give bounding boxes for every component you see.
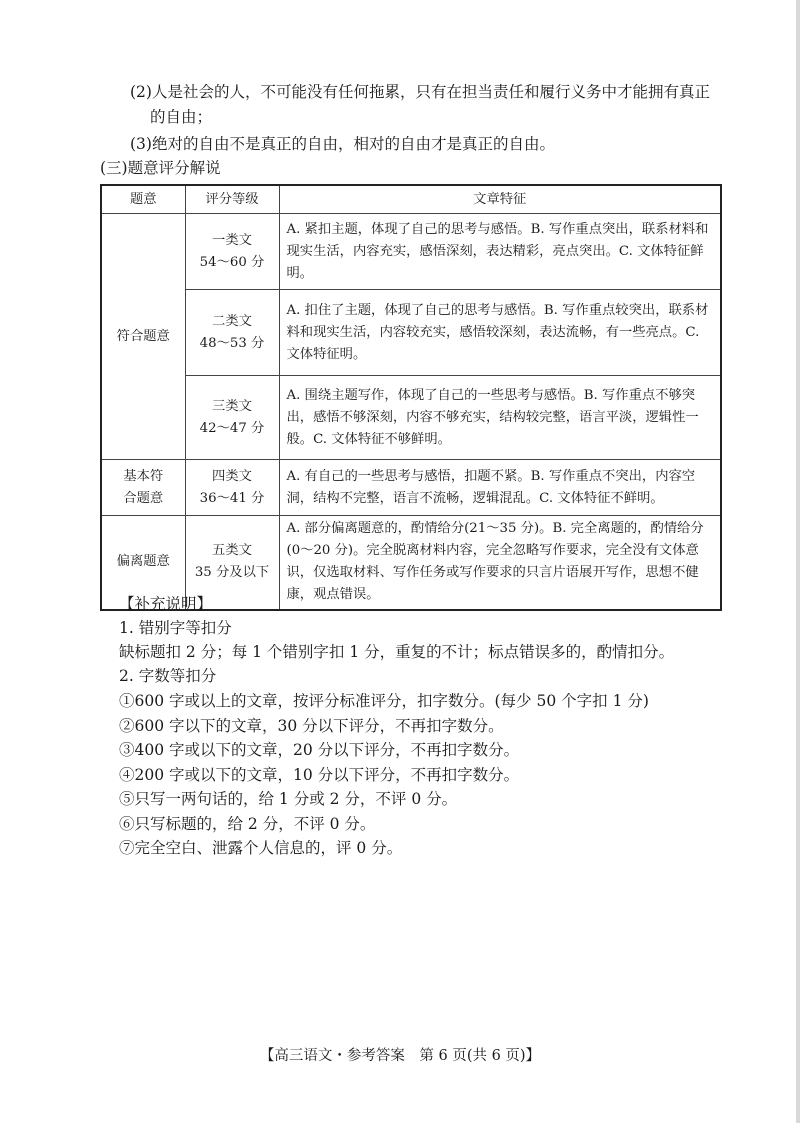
grade-label: 一类文 [212, 232, 252, 248]
grade-score: 42～47 分 [199, 420, 265, 436]
page-footer: 【高三语文・参考答案 第 6 页(共 6 页)】 [259, 1048, 541, 1064]
grade-cell [185, 376, 279, 460]
category-basic-line1: 基本符 [123, 468, 164, 484]
supplement-item: ⑦完全空白、泄露个人信息的，评 0 分。 [119, 839, 403, 857]
supplement-item: ④200 字或以下的文章，10 分以下评分，不再扣字数分。 [119, 766, 520, 784]
intro-point-3: (3)绝对的自由不是真正的自由，相对的自由才是真正的自由。 [130, 135, 555, 153]
table-row [101, 290, 721, 376]
supplement-item: ②600 字以下的文章，30 分以下评分，不再扣字数分。 [119, 717, 504, 735]
header-grade: 评分等级 [185, 185, 279, 214]
category-off: 偏离题意 [101, 516, 185, 610]
table-header-row [101, 185, 721, 214]
intro-point-2: (2)人是社会的人，不可能没有任何拖累，只有在担当责任和履行义务中才能拥有真正 [130, 83, 710, 101]
supplement-item: ⑤只写一两句话的，给 1 分或 2 分，不评 0 分。 [119, 790, 458, 808]
feature-description: A. 扣住了主题，体现了自己的思考与感悟。B. 写作重点较突出，联系材料和现实生活，内容较充实，感悟较深刻，表达流畅，有一些亮点。C. 文体特征明。 [279, 290, 721, 376]
feature-description: A. 有自己的一些思考与感悟，扣题不紧。B. 写作重点不突出，内容空洞，结构不完整，语言不流畅，逻辑混乱。C. 文体特征不鲜明。 [279, 460, 721, 516]
supplement-heading-1: 1. 错别字等扣分 [119, 619, 232, 637]
supplement-item: ①600 字或以上的文章，按评分标准评分，扣字数分。(每少 50 个字扣 1 分) [119, 692, 649, 710]
grade-label: 三类文 [212, 398, 252, 414]
grade-score: 48～53 分 [199, 335, 265, 351]
supplement-paragraph-1: 缺标题扣 2 分；每 1 个错别字扣 1 分，重复的不计；标点错误多的，酌情扣分。 [119, 643, 675, 661]
grade-score: 35 分及以下 [194, 565, 270, 581]
supplement-item: ⑥只写标题的，给 2 分，不评 0 分。 [119, 815, 376, 833]
category-basic-line2: 合题意 [123, 490, 164, 506]
header-topic: 题意 [101, 185, 185, 214]
grade-cell [185, 214, 279, 290]
feature-description: A. 紧扣主题，体现了自己的思考与感悟。B. 写作重点突出，联系材料和现实生活，内容充实，感悟深刻，表达精彩，亮点突出。C. 文体特征鲜明。 [279, 214, 721, 290]
grade-score: 36～41 分 [199, 490, 265, 506]
grade-label: 四类文 [212, 468, 252, 484]
feature-description: A. 围绕主题写作，体现了自己的一些思考与感悟。B. 写作重点不够突出，感悟不够深刻，内容不够充实，结构较完整，语言平淡，逻辑性一般。C. 文体特征不够鲜明。 [279, 376, 721, 460]
feature-description: A. 部分偏离题意的，酌情给分(21～35 分)。B. 完全离题的，酌情给分(0～20 分)。完全脱离材料内容，完全忽略写作要求，完全没有文体意识，仅选取材料、写作任务或写作要求的只言片语展开写作，思想不健康，观点错误。 [279, 516, 721, 610]
page-edge-shadow [796, 0, 800, 1123]
scoring-rubric-table [100, 184, 722, 611]
grade-label: 二类文 [212, 313, 252, 329]
grade-cell [185, 460, 279, 516]
supplement-heading-2: 2. 字数等扣分 [119, 667, 217, 685]
header-features: 文章特征 [279, 185, 721, 214]
intro-point-2-continued: 的自由； [150, 108, 213, 126]
grade-label: 五类文 [212, 543, 252, 559]
category-basic [101, 460, 185, 516]
category-fit: 符合题意 [101, 214, 185, 460]
section-title: (三)题意评分解说 [100, 159, 221, 177]
supplement-item: ③400 字或以下的文章，20 分以下评分，不再扣字数分。 [119, 741, 520, 759]
table-row [101, 214, 721, 290]
grade-score: 54～60 分 [199, 254, 265, 270]
table-row [101, 376, 721, 460]
grade-cell [185, 290, 279, 376]
table-row [101, 460, 721, 516]
supplement-title: 【补充说明】 [119, 595, 213, 613]
